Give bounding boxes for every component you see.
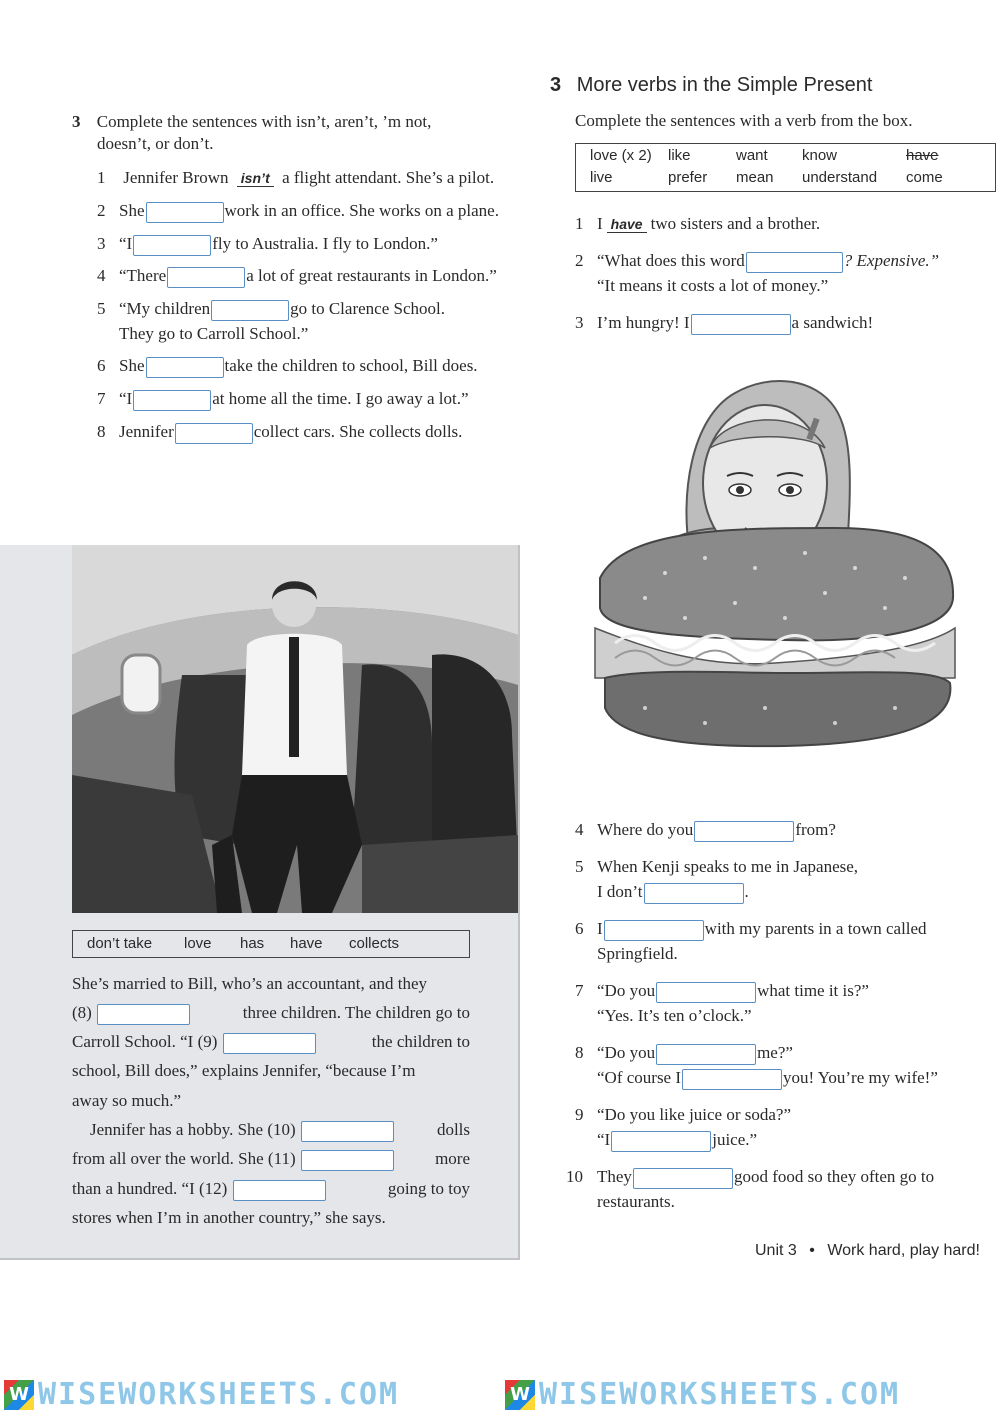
para1-line2: (8) three children. The children go to [72, 1002, 470, 1025]
left-exercise-number: 3 [72, 112, 81, 131]
left-item-2: 2 She work in an office. She works on a plane. [97, 200, 499, 223]
left-item-3: 3 “I fly to Australia. I fly to London.” [97, 233, 438, 256]
answer-input[interactable] [694, 821, 794, 842]
box-word: have [290, 935, 323, 952]
box-word-used: have [906, 147, 939, 164]
instruction-line-2: doesn’t, or don’t. [97, 134, 214, 153]
para1-line1: She’s married to Bill, who’s an accountant, and they [72, 974, 428, 993]
right-item-4: 4 Where do you from? [575, 819, 836, 842]
watermark-text: WISEWORKSHEETS.COM [539, 1377, 901, 1412]
reading-word-box [72, 930, 470, 958]
verb-word-box [575, 143, 996, 192]
box-word: come [906, 169, 943, 186]
answer-input[interactable] [746, 252, 843, 273]
answer-input[interactable] [175, 423, 253, 444]
right-item-7: 7 “Do you what time it is?” [575, 980, 869, 1003]
right-item-9: 9 “Do you like juice or soda?” [575, 1105, 792, 1124]
answer-input[interactable] [644, 883, 744, 904]
right-item-1: 1 I have two sisters and a brother. [575, 214, 821, 233]
watermark-text: WISEWORKSHEETS.COM [38, 1377, 400, 1412]
unit-title: Work hard, play hard! [827, 1242, 980, 1259]
box-word: love [184, 935, 212, 952]
para1-line4: school, Bill does,” explains Jennifer, “because I’m [72, 1061, 416, 1080]
answer-input[interactable] [167, 267, 245, 288]
answer-input[interactable] [691, 314, 791, 335]
answer-input[interactable] [633, 1168, 733, 1189]
right-item-3: 3 I’m hungry! I a sandwich! [575, 312, 873, 335]
left-item-6: 6 She take the children to school, Bill does. [97, 355, 478, 378]
left-item-1: 1 Jennifer Brown isn’t a flight attendant. She’s a pilot. [97, 168, 495, 187]
answer-input[interactable] [211, 300, 289, 321]
box-word: understand [802, 169, 878, 186]
right-item-8-line2: “Of course I you! You’re my wife!” [597, 1067, 938, 1090]
section-title: More verbs in the Simple Present [576, 74, 873, 96]
example-answer: isn’t [237, 170, 274, 187]
para1-line5: away so much.” [72, 1091, 182, 1110]
para1-line3: Carroll School. “I (9) the children to [72, 1031, 470, 1054]
answer-input-10[interactable] [301, 1121, 394, 1142]
box-word: has [240, 935, 265, 952]
answer-input-9[interactable] [223, 1033, 316, 1054]
right-item-8: 8 “Do you me?” [575, 1042, 793, 1065]
box-word: mean [736, 169, 774, 186]
footer-bullet: • [809, 1242, 815, 1259]
answer-input[interactable] [146, 357, 224, 378]
answer-input[interactable] [656, 982, 756, 1003]
section-heading [550, 74, 872, 96]
right-instruction: Complete the sentences with a verb from the box. [575, 111, 913, 130]
answer-input[interactable] [133, 235, 211, 256]
answer-input[interactable] [604, 920, 704, 941]
right-item-9-line2: “I juice.” [597, 1129, 757, 1152]
box-word: love (x 2) [590, 147, 652, 164]
answer-input-12[interactable] [233, 1180, 326, 1201]
section-number: 3 [550, 74, 562, 96]
box-word: want [736, 147, 768, 164]
right-item-10-line2: restaurants. [597, 1192, 675, 1211]
box-word: collects [349, 935, 400, 952]
box-word: don’t take [87, 935, 153, 952]
unit-label: Unit 3 [755, 1242, 797, 1259]
answer-input[interactable] [682, 1069, 782, 1090]
pilot-photo [72, 545, 518, 913]
right-item-5-line2: I don’t . [597, 881, 749, 904]
left-item-4: 4 “There a lot of great restaurants in London.” [97, 265, 497, 288]
para2-line4: stores when I’m in another country,” she says. [72, 1208, 386, 1227]
para2-line1: Jennifer has a hobby. She (10) dolls [90, 1119, 470, 1142]
para2-line3: than a hundred. “I (12) going to toy [72, 1178, 470, 1201]
answer-input[interactable] [656, 1044, 756, 1065]
left-item-8: 8 Jennifer collect cars. She collects dolls. [97, 421, 462, 444]
watermark-logo-icon: W [505, 1380, 535, 1410]
right-item-10: 10 They good food so they often go to [566, 1166, 934, 1189]
left-instruction [72, 111, 431, 133]
right-item-7-line2: “Yes. It’s ten o’clock.” [597, 1006, 752, 1025]
box-word: prefer [668, 169, 708, 186]
para2-line2: from all over the world. She (11) more [72, 1148, 470, 1171]
answer-input-8[interactable] [97, 1004, 190, 1025]
right-item-2: 2 “What does this word ? Expensive.” [575, 250, 939, 273]
left-item-5: 5 “My children go to Clarence School. [97, 298, 445, 321]
example-answer: have [607, 216, 647, 233]
right-item-6-line2: Springfield. [597, 944, 678, 963]
watermark-logo-icon: W [4, 1380, 34, 1410]
box-word: like [668, 147, 691, 164]
girl-sandwich-illustration [585, 378, 960, 750]
answer-input[interactable] [146, 202, 224, 223]
answer-input[interactable] [611, 1131, 711, 1152]
answer-input-11[interactable] [301, 1150, 394, 1171]
instruction-line-1: Complete the sentences with isn’t, aren’t, ’m not, [96, 112, 432, 131]
box-word: know [802, 147, 838, 164]
left-item-7: 7 “I at home all the time. I go away a lot.” [97, 388, 469, 411]
left-item-5-line2: They go to Carroll School.” [119, 324, 309, 343]
right-item-6: 6 I with my parents in a town called [575, 918, 927, 941]
answer-input[interactable] [133, 390, 211, 411]
box-word: live [590, 169, 613, 186]
right-item-2-line2: “It means it costs a lot of money.” [597, 276, 829, 295]
page-footer [755, 1240, 980, 1262]
right-item-5: 5 When Kenji speaks to me in Japanese, [575, 857, 859, 876]
